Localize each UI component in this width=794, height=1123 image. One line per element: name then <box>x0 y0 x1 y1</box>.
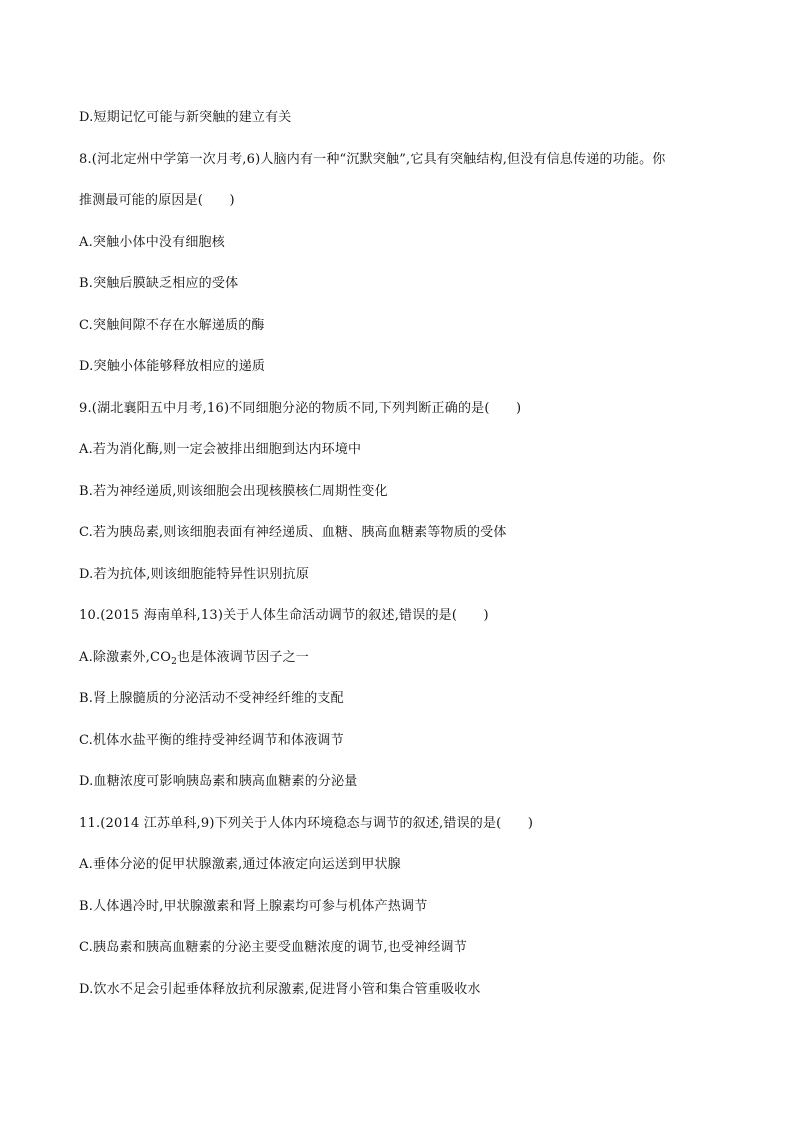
q10-option-a-suffix: 也是体液调节因子之一 <box>177 650 310 665</box>
q11-stem: 11.(2014 江苏单科,9)下列关于人体内环境稳态与调节的叙述,错误的是( ) <box>79 816 534 831</box>
q8-option-d: D.突触小体能够释放相应的递质 <box>79 359 266 374</box>
q9-option-b: B.若为神经递质,则该细胞会出现核膜核仁周期性变化 <box>79 484 388 499</box>
q10-option-c: C.机体水盐平衡的维持受神经调节和体液调节 <box>79 733 344 748</box>
q10-option-a-prefix: A.除激素外,CO <box>79 650 172 665</box>
prev-question-option-d: D.短期记忆可能与新突触的建立有关 <box>79 110 292 125</box>
q10-stem: 10.(2015 海南单科,13)关于人体生命活动调节的叙述,错误的是( ) <box>79 608 489 623</box>
q9-option-c: C.若为胰岛素,则该细胞表面有神经递质、血糖、胰高血糖素等物质的受体 <box>79 525 507 540</box>
q11-option-c: C.胰岛素和胰高血糖素的分泌主要受血糖浓度的调节,也受神经调节 <box>79 940 467 955</box>
q10-option-b: B.肾上腺髓质的分泌活动不受神经纤维的支配 <box>79 691 344 706</box>
q11-option-b: B.人体遇冷时,甲状腺激素和肾上腺素均可参与机体产热调节 <box>79 899 428 914</box>
q8-stem-line1: 8.(河北定州中学第一次月考,6)人脑内有一种“沉默突触”,它具有突触结构,但没有信息传递的功能。你 <box>79 152 666 167</box>
q8-option-c: C.突触间隙不存在水解递质的酶 <box>79 318 265 333</box>
q9-stem: 9.(湖北襄阳五中月考,16)不同细胞分泌的物质不同,下列判断正确的是( ) <box>79 401 522 416</box>
q11-option-a: A.垂体分泌的促甲状腺激素,通过体液定向运送到甲状腺 <box>79 857 401 872</box>
q11-option-d: D.饮水不足会引起垂体释放抗利尿激素,促进肾小管和集合管重吸收水 <box>79 982 481 997</box>
q10-option-a-subscript: 2 <box>171 657 177 667</box>
q8-stem-line2: 推测最可能的原因是( ) <box>79 193 235 208</box>
q9-option-d: D.若为抗体,则该细胞能特异性识别抗原 <box>79 567 310 582</box>
q8-option-a: A.突触小体中没有细胞核 <box>79 235 225 250</box>
q10-option-d: D.血糖浓度可影响胰岛素和胰高血糖素的分泌量 <box>79 774 358 789</box>
q10-option-a <box>79 649 309 667</box>
q8-option-b: B.突触后膜缺乏相应的受体 <box>79 276 239 291</box>
q9-option-a: A.若为消化酶,则一定会被排出细胞到达内环境中 <box>79 442 362 457</box>
